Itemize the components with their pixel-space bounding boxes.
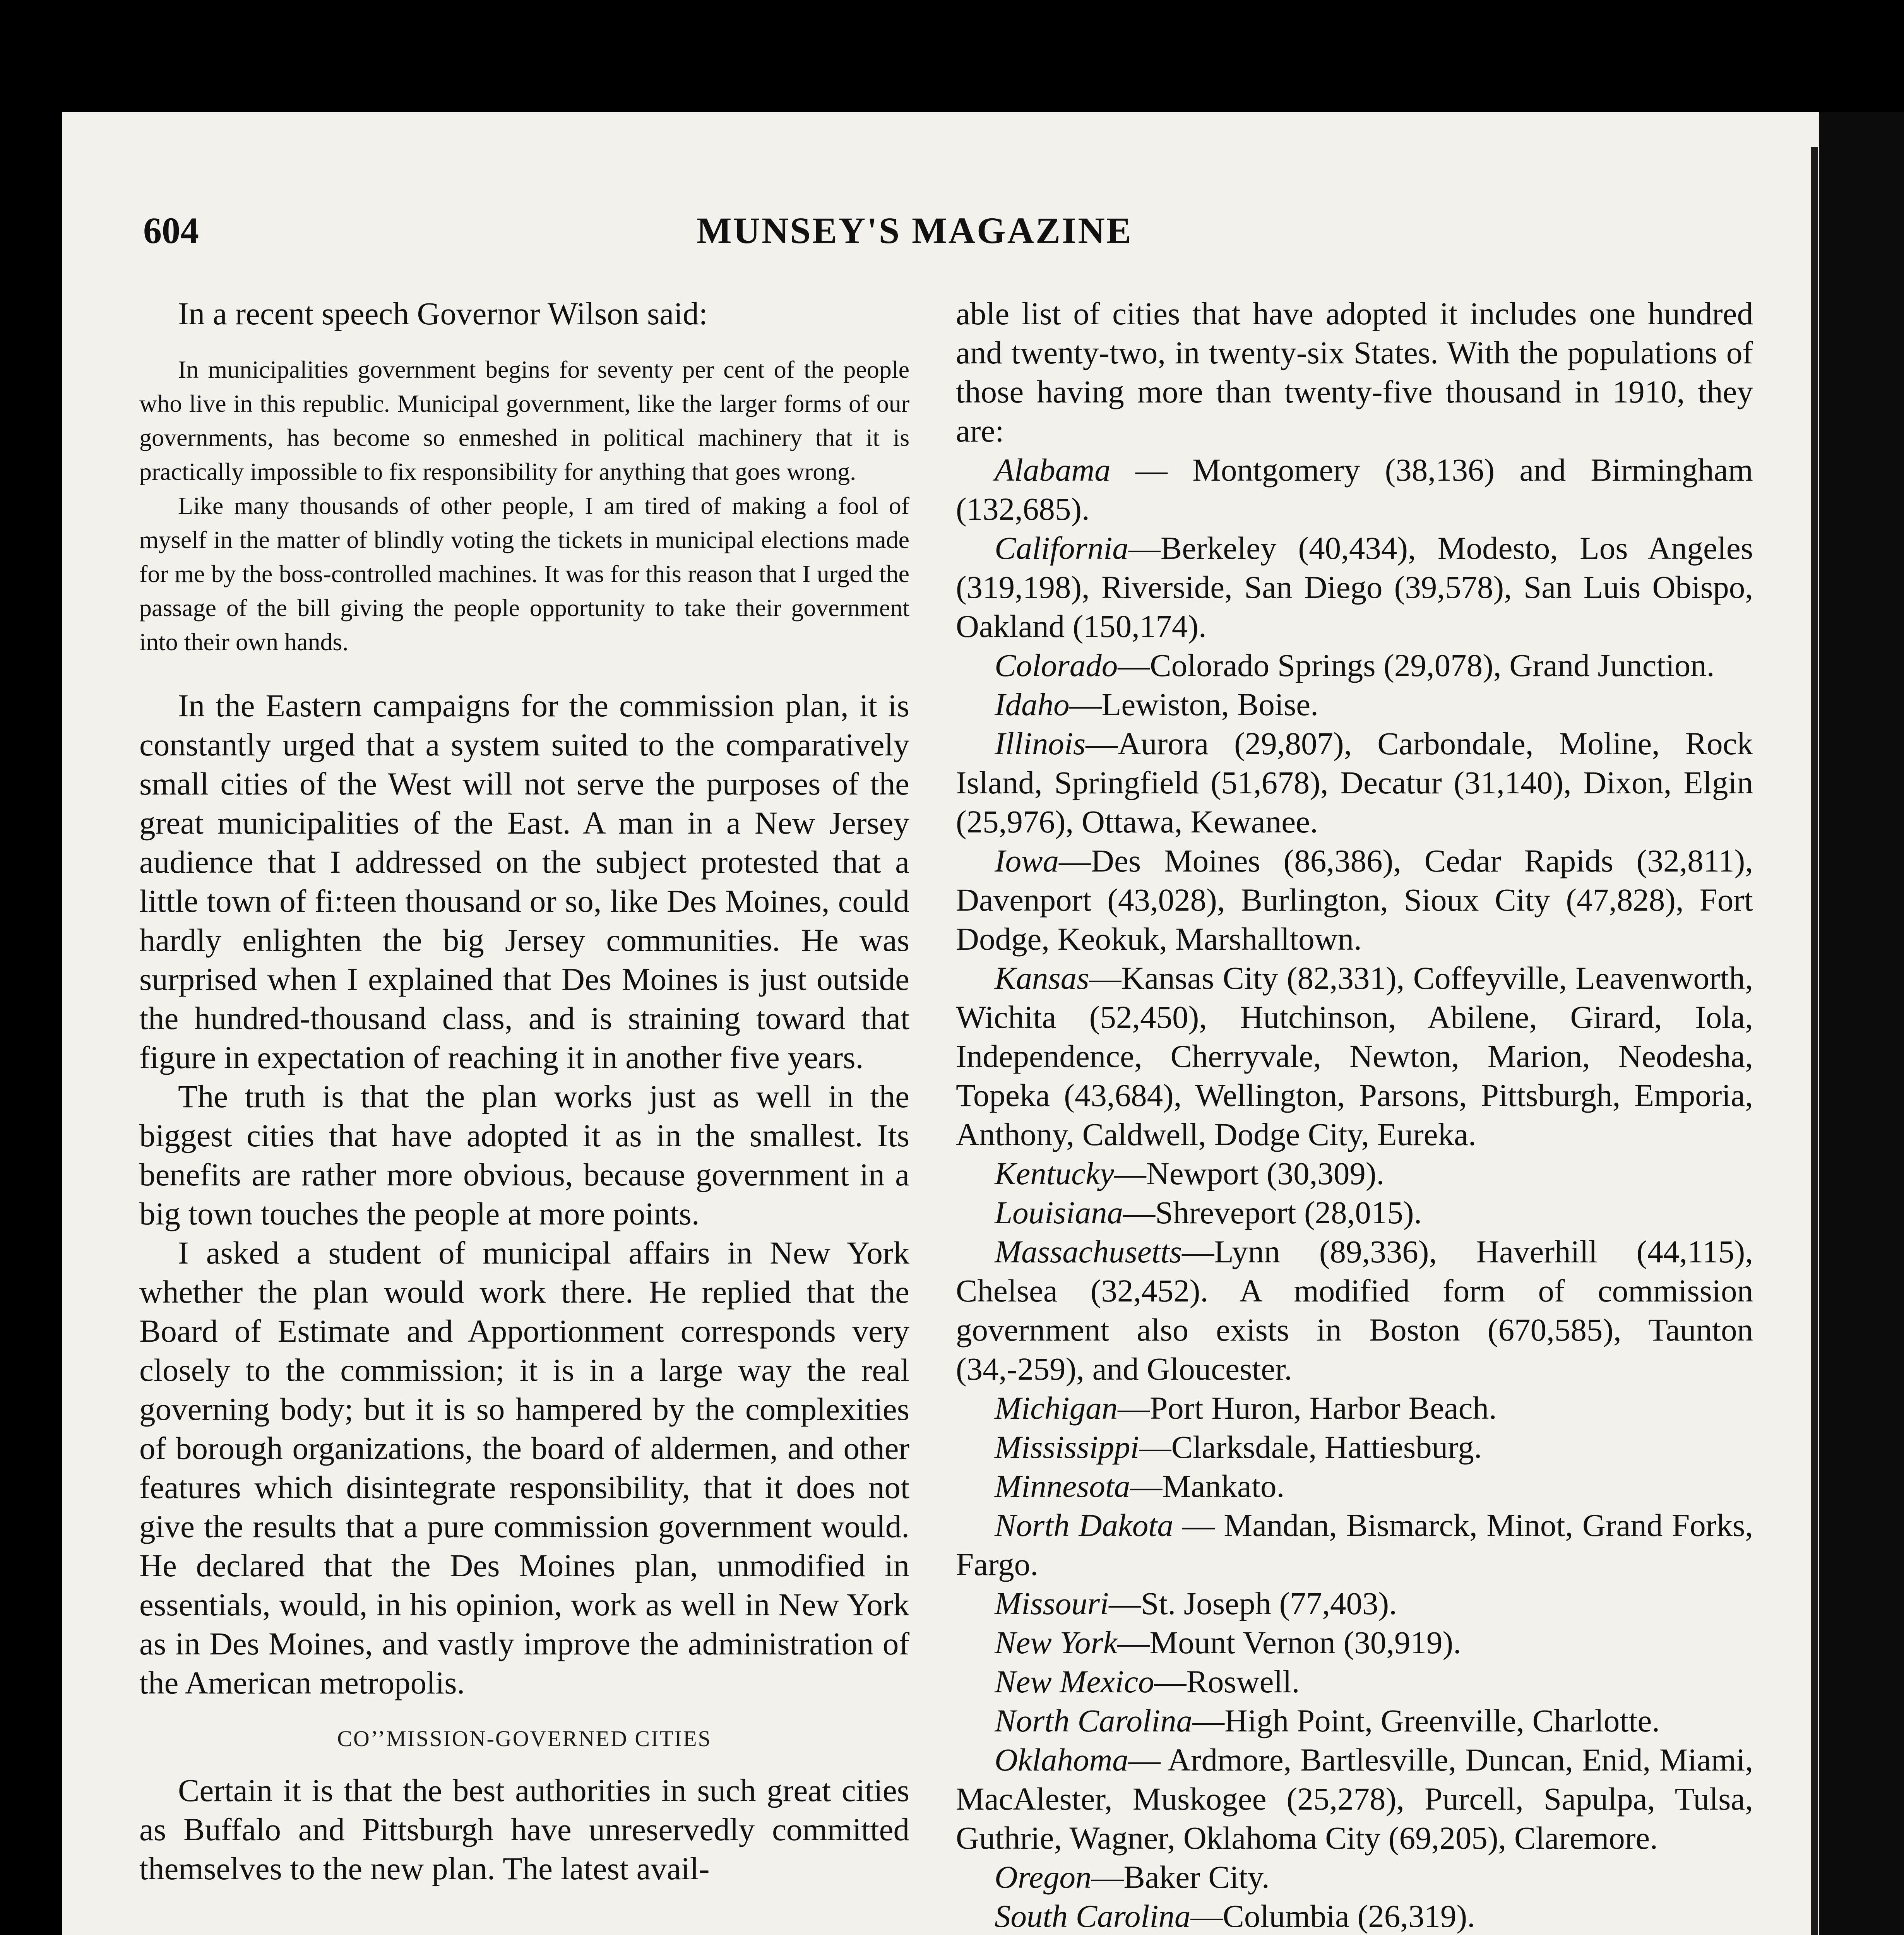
state-cities: —Roswell.	[1154, 1664, 1300, 1699]
block-quote	[139, 353, 909, 659]
state-name: New York	[995, 1625, 1118, 1660]
state-name: New Mexico	[995, 1664, 1154, 1699]
state-entry	[956, 1897, 1753, 1935]
state-name: North Carolina	[995, 1703, 1193, 1738]
state-name: Idaho	[995, 687, 1070, 722]
state-name: Iowa	[995, 843, 1059, 878]
page-header	[0, 209, 1904, 271]
state-cities: —Mankato.	[1130, 1468, 1285, 1504]
right-column	[956, 294, 1753, 1935]
section-heading: CO’’MISSION-GOVERNED CITIES	[337, 1726, 712, 1751]
state-name: North Dakota	[995, 1507, 1173, 1543]
state-name: Mississippi	[995, 1429, 1139, 1465]
state-name: Illinois	[995, 726, 1086, 761]
state-cities: —St. Joseph (77,403).	[1109, 1586, 1397, 1621]
quote-paragraph: Like many thousands of other people, I am tired of making a fool of myself in the matter of blindly voting the tickets in municipal elections made for me by the boss-controlled machines. It was for this reason that I urged the passage of the bill giving the people opportunity to take their government into their own hands.	[139, 492, 909, 656]
state-name: Colorado	[995, 647, 1118, 683]
state-name: California	[995, 530, 1128, 566]
state-name: Oregon	[995, 1859, 1092, 1895]
state-entry	[956, 1193, 1753, 1232]
state-entry	[956, 1428, 1753, 1467]
state-cities: —Berkeley (40,434), Modesto, Los Angeles (319,198), Riverside, San Diego (39,578), San Luis Obispo, Oakland (150,174).	[956, 530, 1753, 644]
running-title: MUNSEY'S MAGAZINE	[697, 210, 1133, 251]
state-name: Michigan	[995, 1390, 1118, 1426]
state-entry	[956, 1858, 1753, 1897]
state-entry	[956, 1389, 1753, 1428]
state-name: Missouri	[995, 1586, 1109, 1621]
state-entry	[956, 685, 1753, 724]
state-entry	[956, 1623, 1753, 1662]
state-name: Kentucky	[995, 1156, 1114, 1191]
state-entry	[956, 841, 1753, 959]
state-cities: —Kansas City (82,331), Coffeyville, Leavenworth, Wichita (52,450), Hutchinson, Abilene, Girard, Iola, Independence, Cherryvale, Newton, Marion, Neodesha, Topeka (43,684), Wellington, Parsons, Pittsburgh, Emporia, Anthony, Caldwell, Dodge City, Eureka.	[956, 960, 1753, 1152]
state-cities: —Columbia (26,319).	[1190, 1898, 1475, 1934]
state-name: Alabama	[995, 452, 1111, 488]
state-entry	[956, 1584, 1753, 1623]
state-cities: —Des Moines (86,386), Cedar Rapids (32,811), Davenport (43,028), Burlington, Sioux City (47,828), Fort Dodge, Keokuk, Marshalltown.	[956, 843, 1753, 957]
state-cities: —Newport (30,309).	[1114, 1156, 1385, 1191]
state-entry	[956, 529, 1753, 646]
state-cities: —Aurora (29,807), Carbondale, Moline, Rock Island, Springfield (51,678), Decatur (31,140), Dixon, Elgin (25,976), Ottawa, Kewanee.	[956, 726, 1753, 839]
state-entry	[956, 959, 1753, 1154]
state-entry	[956, 1701, 1753, 1740]
body-paragraph: I asked a student of municipal affairs in New York whether the plan would work there. He replied that the Board of Estimate and Apportionment corresponds very closely to the commission; it is in a large way the real governing body; but it is so hampered by the complexities of borough organizations, the board of aldermen, and other features which disintegrate responsibility, that it does not give the results that a pure commission government would. He declared that the Des Moines plan, unmodified in essentials, would, in his opinion, work as well in New York as in Des Moines, and vastly improve the administration of the American metropolis.	[139, 1235, 909, 1700]
state-cities: —Clarksdale, Hattiesburg.	[1139, 1429, 1482, 1465]
state-cities: — Mandan, Bismarck, Minot, Grand Forks, Fargo.	[956, 1507, 1753, 1582]
state-entry	[956, 1506, 1753, 1584]
state-cities: — Montgomery (38,136) and Birmingham (132,685).	[956, 452, 1753, 527]
facing-page-edge	[1819, 112, 1904, 1935]
state-cities: —Lewiston, Boise.	[1069, 687, 1318, 722]
page-number: 604	[143, 210, 199, 251]
list-lead-paragraph: able list of cities that have adopted it includes one hundred and twenty-two, in twenty-six States. With the populations of those having more than twenty-five thousand in 1910, they are:	[956, 296, 1753, 449]
state-entry	[956, 724, 1753, 841]
state-cities: —Mount Vernon (30,919).	[1117, 1625, 1461, 1660]
state-name: Louisiana	[995, 1195, 1123, 1230]
state-name: South Carolina	[995, 1898, 1191, 1934]
state-entry	[956, 1154, 1753, 1193]
state-name: Massachusetts	[995, 1234, 1182, 1269]
state-cities: —High Point, Greenville, Charlotte.	[1192, 1703, 1660, 1738]
state-name: Oklahoma	[995, 1742, 1128, 1777]
state-name: Minnesota	[995, 1468, 1130, 1504]
state-cities: —Shreveport (28,015).	[1123, 1195, 1422, 1230]
state-entry	[956, 1467, 1753, 1506]
state-cities: — Ardmore, Bartlesville, Duncan, Enid, Miami, MacAlester, Muskogee (25,278), Purcell, Sapulpa, Tulsa, Guthrie, Wagner, Oklahoma City (69,205), Claremore.	[956, 1742, 1753, 1856]
body-paragraph: Certain it is that the best authorities in such great cities as Buffalo and Pittsburgh have unreservedly committed themselves to the new plan. The latest avail-	[139, 1772, 909, 1886]
state-cities: —Port Huron, Harbor Beach.	[1118, 1390, 1497, 1426]
state-cities: —Colorado Springs (29,078), Grand Junction.	[1118, 647, 1715, 683]
quote-paragraph: In municipalities government begins for seventy per cent of the people who live in this republic. Municipal government, like the larger forms of our governments, has become so enmeshed in political machinery that it is practically impossible to fix responsibility for anything that goes wrong.	[139, 356, 909, 485]
intro-paragraph: In a recent speech Governor Wilson said:	[178, 296, 708, 331]
state-cities: —Baker City.	[1091, 1859, 1270, 1895]
state-entry	[956, 646, 1753, 685]
state-entry	[956, 450, 1753, 529]
body-paragraph: In the Eastern campaigns for the commission plan, it is constantly urged that a system suited to the comparatively small cities of the West will not serve the purposes of the great municipalities of the East. A man in a New Jersey audience that I addressed on the subject protested that a little town of fi:teen thousand or so, like Des Moines, could hardly enlighten the big Jersey communities. He was surprised when I explained that Des Moines is just outside the hundred-thousand class, and is straining toward that figure in expectation of reaching it in another five years.	[139, 688, 909, 1075]
state-cities: —Lynn (89,336), Haverhill (44,115), Chelsea (32,452). A modified form of commission government also exists in Boston (670,585), Taunton (34,-259), and Gloucester.	[956, 1234, 1753, 1387]
state-name: Kansas	[995, 960, 1089, 996]
state-entry	[956, 1662, 1753, 1701]
body-paragraph: The truth is that the plan works just as well in the biggest cities that have adopted it as in the smallest. Its benefits are rather more obvious, because government in a big town touches the people at more points.	[139, 1079, 909, 1231]
page-gutter	[1811, 147, 1818, 1935]
state-entry	[956, 1740, 1753, 1858]
state-entry	[956, 1232, 1753, 1389]
state-city-list	[956, 450, 1753, 1935]
left-column	[139, 294, 909, 1888]
